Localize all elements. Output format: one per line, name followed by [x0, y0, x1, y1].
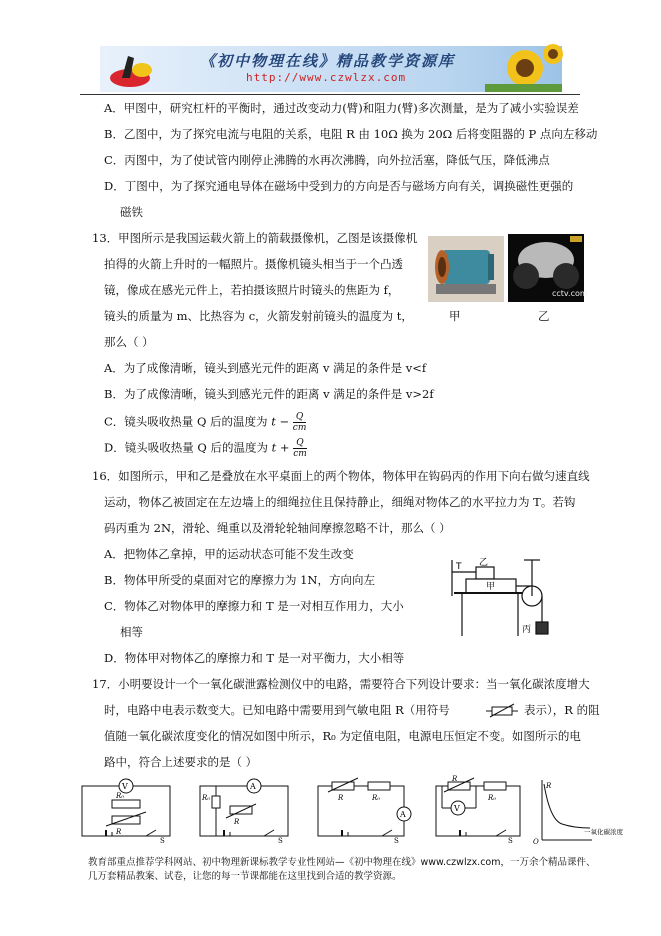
q16-line-1: 16．如图所示，甲和乙是叠放在水平桌面上的两个物体，物体甲在钩码丙的作用下向右做匀速直线	[92, 469, 590, 483]
prev-option-a: A．甲图中，研究杠杆的平衡时，通过改变动力(臂)和阻力(臂)多次测量，是为了减小实验误差	[104, 101, 579, 115]
q16-pulley-figure	[448, 556, 558, 646]
circuit-d-meter: V	[454, 804, 460, 813]
circuit-a-s: S	[160, 837, 165, 845]
q16-line-3: 码丙重为 2N，滑轮、绳重以及滑轮轮轴间摩擦忽略不计，那么（ ）	[104, 521, 451, 535]
formula-c-den: cm	[292, 423, 307, 433]
circuit-d-r0: R₀	[488, 794, 497, 802]
photo-label-jia: 甲	[449, 309, 461, 323]
rocket-photo	[508, 234, 588, 302]
q16-option-d: D．物体甲对物体乙的摩擦力和 T 是一对平衡力，大小相等	[104, 651, 405, 665]
fig-label-t: T	[456, 562, 462, 572]
logo-icon	[106, 50, 176, 90]
graph-x-label: 一氧化碳浓度	[584, 828, 623, 836]
q13-line-3: 镜，像成在感光元件上，若拍摄该照片时镜头的焦距为 f，	[104, 283, 400, 297]
graph-y-label: R	[546, 782, 552, 790]
formula-d-fraction	[293, 438, 307, 459]
q16-option-a: A．把物体乙拿掉，甲的运动状态可能不发生改变	[104, 547, 354, 561]
formula-d-prefix: t +	[271, 440, 290, 455]
circuit-a-r0: R₀	[116, 792, 125, 800]
circuit-a-meter: V	[122, 782, 128, 791]
q13-option-d-text: D．镜头吸收热量 Q 后的温度为	[104, 440, 268, 455]
circuit-c-r0: R₀	[372, 794, 381, 802]
q17-line-3: 值随一氧化碳浓度变化的情况如图中所示，R₀ 为定值电阻，电源电压恒定不变。如图所示的电	[104, 729, 581, 743]
formula-c-fraction	[293, 412, 307, 433]
photo-label-yi: 乙	[538, 309, 550, 323]
footer-line-2: 几万套精品教案、试卷，让您的每一节课都能在这里找到合适的教学资源。	[88, 871, 402, 882]
q16-option-c: C．物体乙对物体甲的摩擦力和 T 是一对相互作用力，大小	[104, 599, 404, 613]
circuit-b	[194, 778, 294, 844]
circuit-d	[430, 775, 526, 845]
circuit-a	[76, 778, 176, 844]
resistance-concentration-graph	[532, 776, 648, 846]
header-banner	[100, 46, 562, 92]
q17-line-1: 17．小明要设计一个一氧化碳泄露检测仪中的电路，需要符合下列设计要求：当一氧化碳浓度增大	[92, 677, 590, 691]
circuit-c	[312, 778, 412, 844]
q13-line-2: 拍得的火箭上升时的一幅照片。摄像机镜头相当于一个凸透	[104, 257, 403, 271]
circuit-b-meter: A	[250, 782, 256, 791]
formula-d-den: cm	[293, 449, 307, 459]
circuit-c-meter: A	[400, 810, 406, 819]
q13-option-b: B．为了成像清晰，镜头到感光元件的距离 v 满足的条件是 v>2f	[104, 387, 434, 401]
prev-option-d-cont: 磁铁	[120, 205, 143, 219]
circuit-d-r: R	[452, 775, 458, 783]
q16-option-b: B．物体甲所受的桌面对它的摩擦力为 1N，方向向左	[104, 573, 375, 587]
formula-c-num: Q	[293, 412, 307, 423]
q13-option-c-text: C．镜头吸收热量 Q 后的温度为	[104, 414, 268, 429]
q13-option-c	[104, 412, 306, 433]
header-rule	[80, 94, 580, 95]
q17-line-2a: 时，电路中电表示数变大。已知电路中需要用到气敏电阻 R（用符号	[104, 703, 450, 717]
circuit-a-r: R	[116, 828, 122, 836]
camera-photo	[428, 236, 504, 302]
prev-option-c: C．丙图中，为了使试管内刚停止沸腾的水再次沸腾，向外拉活塞，降低气压，降低沸点	[104, 153, 550, 167]
banner-title: 《初中物理在线》精品教学资源库	[200, 52, 456, 70]
banner-url: http://www.czwlzx.com	[246, 71, 407, 84]
photo-watermark: cctv.com	[552, 289, 588, 298]
graph-origin: O	[533, 838, 539, 846]
q13-option-d	[104, 438, 307, 459]
q13-line-1: 13．甲图所示是我国运载火箭上的箭载摄像机，乙图是该摄像机	[92, 231, 418, 245]
fig-label-yi: 乙	[479, 558, 489, 568]
circuit-b-r0: R₀	[202, 794, 211, 802]
fig-label-jia: 甲	[486, 582, 496, 592]
q17-line-2b: 表示），R 的阻	[524, 703, 600, 717]
q16-line-2: 运动，物体乙被固定在左边墙上的细绳拉住且保持静止，细绳对物体乙的水平拉力为 T。若钩	[104, 495, 576, 509]
q16-option-c-cont: 相等	[120, 625, 143, 639]
fig-label-bing: 丙	[522, 625, 532, 635]
circuit-b-s: S	[278, 837, 283, 845]
q17-line-4: 路中，符合上述要求的是（ ）	[104, 755, 258, 769]
circuit-b-r: R	[234, 818, 240, 826]
q13-line-5: 那么（ ）	[104, 335, 154, 349]
circuit-d-s: S	[508, 837, 513, 845]
circuit-c-s: S	[394, 837, 399, 845]
circuit-c-r: R	[338, 794, 344, 802]
q13-option-a: A．为了成像清晰，镜头到感光元件的距离 v 满足的条件是 v<f	[104, 361, 427, 375]
gas-resistor-symbol-icon	[486, 702, 520, 718]
q13-line-4: 镜头的质量为 m、比热容为 c，火箭发射前镜头的温度为 t，	[104, 309, 413, 323]
prev-option-d: D．丁图中，为了探究通电导体在磁场中受到力的方向是否与磁场方向有关，调换磁性更强的	[104, 179, 574, 193]
formula-c-prefix: t −	[271, 414, 290, 429]
formula-d-num: Q	[293, 438, 307, 449]
footer-line-1: 教育部重点推荐学科网站、初中物理新课标教学专业性网站—《初中物理在线》www.czwlzx.com，一万余个精品课件、	[88, 857, 596, 868]
prev-option-b: B．乙图中，为了探究电流与电阻的关系，电阻 R 由 10Ω 换为 20Ω 后将变阻器的 P 点向左移动	[104, 127, 598, 141]
sunflower-icon	[485, 46, 562, 92]
